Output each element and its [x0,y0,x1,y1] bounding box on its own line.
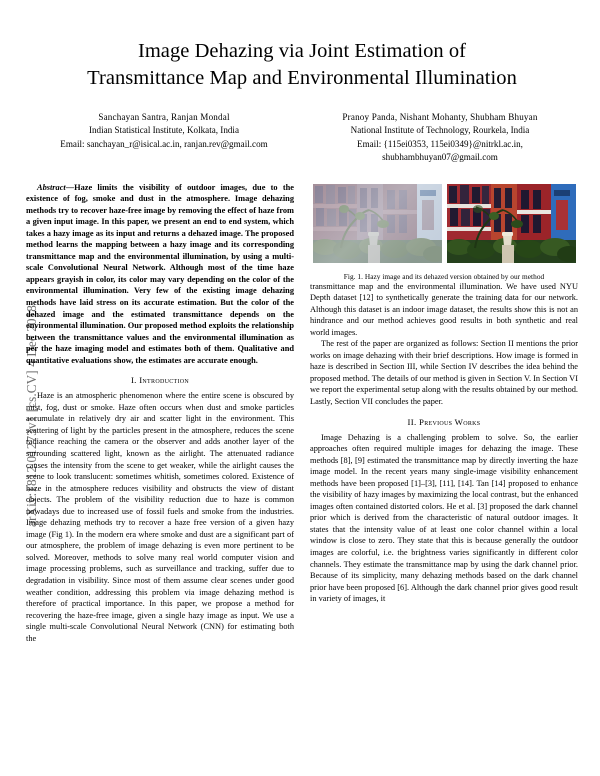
hazy-photo-svg [313,184,442,263]
author-email-2-line-2: shubhambhuyan07@gmail.com [382,152,498,163]
section-name-2: Previous Works [419,416,481,427]
author-group-2 [302,111,578,164]
figure-1-caption-label: Fig. 1. [343,271,363,281]
previous-works-paragraph-1: Image Dehazing is a challenging problem to solve. So, the earlier approaches often required multiple images for dehazing the image. These methods [8], [9] estimated the transmittance map by directly inverting the haze image model. In the recent years many single-image visibility enhancement methods have been proposed [1]–[3], [11], [14]. Tan [14] proposed to enhance the visibility of hazy images by maximizing the local contrast, but the enhanced images often contained distorted colors. He et al. [3] proposed the dark channel prior which is derived from the characteristic of natural outdoor images. It states that the intensity value of at least one color channel within a local window is close to zero. They state that this is because generally the outdoor images are colorful, i.e. the brightness varies significantly in different color channels. They estimate the transmittance map by using the dark channel prior. Because of its simplicity, many dehazing methods based on the dark channel prior have been proposed [6]. Although the dark channel prior gives good result in variety of images, it [310,432,578,604]
column-left [26,182,294,645]
intro-paragraph-3: The rest of the paper are organized as follows: Section II mentions the prior works on image dehazing with their brief descriptions. How image is formed in haze is described in Section III, while Section IV describes the idea behind the proposed method. The details of our method is given in Section V. In Section VI we report the experimental setup along with the results obtained by our method. Lastly, Section VII concludes the paper. [310,339,578,406]
page-title [26,0,578,92]
abstract-paragraph [26,182,294,367]
abstract-text: Haze limits the visibility of outdoor images, due to the existence of fog, smoke and dust in the atmosphere. Image dehazing methods try to recover haze-free image by removing the effect of haze from a given input image. In this paper, we present an end to end system, which takes a hazy image as its input and returns a dehazed image. The proposed method learns the mapping between a hazy image and its corresponding transmittance map and the environmental illumination, by using a multi-scale Convolutional Neural Network. Although most of the time haze appears grayish in color, its color may vary depending on the color of the environmental illumination. Very few of the existing image dehazing methods have laid stress on its accurate estimation. But the color of the dehazed image and the estimated transmittance depends on the environmental illumination. Our proposed method exploits the relationship between the transmittance values and the environmental illumination as per the haze imaging model and estimates both of them. Qualitative and quantitative evaluations show, the estimates are accurate enough. [26,182,294,365]
author-affiliation-2: National Institute of Technology, Rourkela, India [350,125,530,136]
paper-page [26,0,578,776]
author-group-1 [26,111,302,164]
title-line-1: Image Dehazing via Joint Estimation of [137,40,467,62]
column-right [310,182,578,645]
section-heading-previous-works [310,417,578,427]
section-heading-introduction [26,375,294,385]
dehazed-building-photo [447,184,576,263]
arxiv-stamp: arXiv:1812.01273v1 [cs.CV] 4 Dec 2018 [24,305,39,527]
figure-1 [310,184,578,281]
author-block [26,111,578,164]
author-email-2-line-1: Email: {115ei0353, 115ei0349}@nitrkl.ac.in, [357,138,523,149]
figure-1-caption [310,272,578,281]
section-numeral-2: II. [407,416,417,427]
figure-1-images [310,184,578,263]
intro-paragraph-2: transmittance map and the environmental illumination. We have used NYU Depth dataset [12] to synthetically generate the training data for our network. Although this dataset is an indoor image dataset, the results show this is not an hindrance and our method achieves good results in both synthetic and real world images. [310,281,578,337]
intro-paragraph-1: Haze is an atmospheric phenomenon where the entire scene is obscured by mist, fog, dust or smoke. Haze often occurs when dust and smoke particles accumulate in relatively dry air and scatter light in the environment. This scattering of light by the particles present in the atmosphere, reduces the scene radiance reaching the camera or the observer and adds another layer of the surrounding scattered light, known as the airlight. The attenuated radiance causes the intensity from the scene to get weaker, while the airlight causes the scene to look translucent: sometimes whitish, sometimes colored. Existence of haze in the atmosphere reduces visibility and obstructs the view of distant objects. The problem of the visibility reduction due to haze is common nowadays due to increased use of fossil fuels and smoke from the industries. Image dehazing methods try to recover a haze free version of a given hazy image (Fig 1). In the modern era where smoke and dust are a significant part of our atmosphere, the problem of image dehazing is even more pertinent to be solved. Moreover, methods to solve many real world computer vision and image processing problems, such as surveillance and tracking, suffer due to degradation in visibility. Since most of them assume clear scenes under good weather condition, addressing this problem via image dehazing method is therefore of practical importance. In this paper, we propose a method for recovering the haze-free image, given a single hazy image as input. We use a single multi-scale Convolutional Neural Network (CNN) for estimating both the [26,391,294,643]
section-numeral-1: I. [130,375,137,386]
figure-1-caption-text: Hazy image and its dehazed version obtained by our method [364,271,545,281]
body-columns [26,182,578,645]
section-name-1: Introduction [139,375,190,386]
abstract-label: Abstract [37,182,66,192]
abstract-dash: — [65,182,75,192]
dehazed-photo-svg [447,184,576,263]
hazy-building-photo [313,184,442,263]
author-email-1: Email: sanchayan_r@isical.ac.in, ranjan.rev@gmail.com [60,138,268,149]
title-line-2: Transmittance Map and Environmental Illumination [87,67,517,90]
author-names-1: Sanchayan Santra, Ranjan Mondal [98,112,230,123]
author-affiliation-1: Indian Statistical Institute, Kolkata, India [88,125,239,136]
author-names-2: Pranoy Panda, Nishant Mohanty, Shubham Bhuyan [342,112,538,123]
